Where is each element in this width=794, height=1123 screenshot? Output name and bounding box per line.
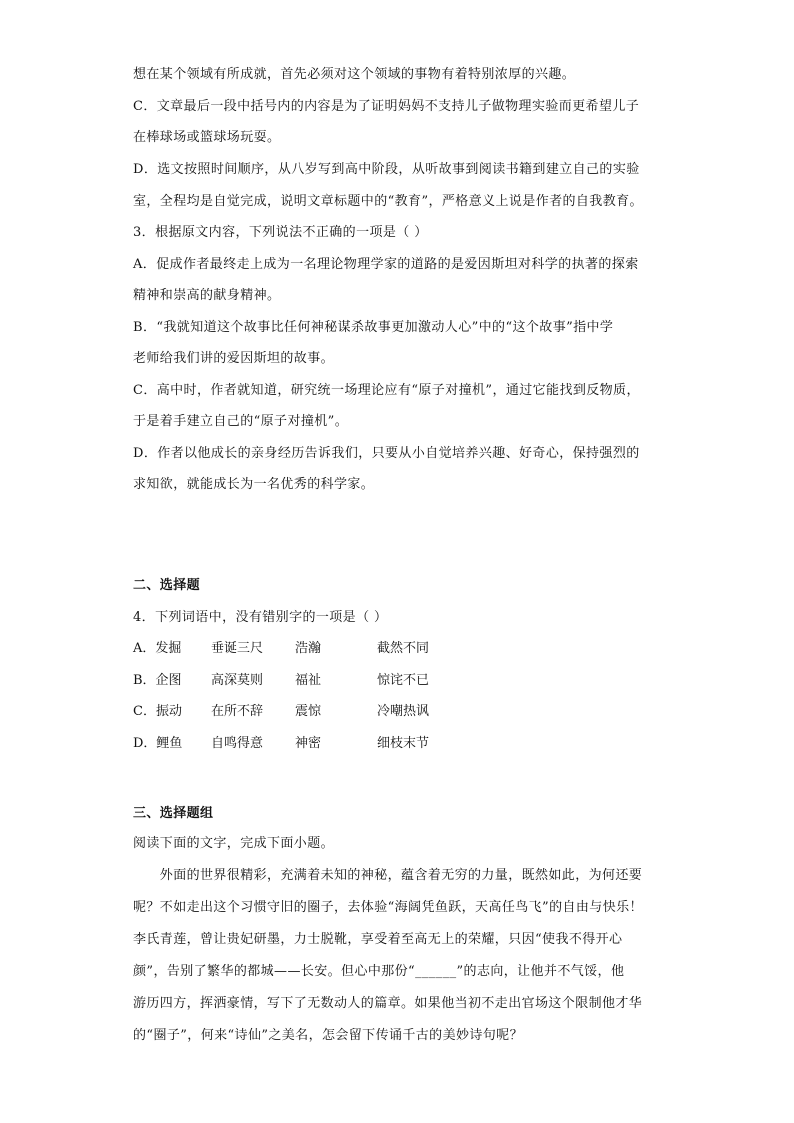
option-b-continuation: 想在某个领域有所成就，首先必须对这个领域的事物有着特别浓厚的兴趣。 (133, 67, 576, 82)
reading-instruction: 阅读下面的文字，完成下面小题。 (133, 836, 335, 851)
section-3-heading: 三、选择题组 (133, 806, 214, 821)
q3-option-d-line-2: 求知欲，就能成长为一名优秀的科学家。 (133, 477, 375, 492)
passage-line-1: 外面的世界很精彩，充满着未知的神秘，蕴含着无穷的力量，既然如此，为何还要 (133, 868, 643, 883)
option-label: B．企图 (133, 673, 182, 688)
option-word: 惊诧不已 (377, 673, 430, 688)
option-word: 浩瀚 (295, 641, 322, 656)
option-c-line-2: 在棒球场或篮球场玩耍。 (133, 130, 281, 145)
option-c-line-1: C．文章最后一段中括号内的内容是为了证明妈妈不支持儿子做物理实验而更希望儿子 (133, 99, 640, 114)
q3-option-b-line-1: B．“我就知道这个故事比任何神秘谋杀故事更加激动人心”中的“这个故事”指中学 (133, 320, 614, 335)
question-3-stem: 3．根据原文内容，下列说法不正确的一项是（ ） (133, 225, 428, 240)
passage-line-4: 颜”，告别了繁华的都城——长安。但心中那份“______”的志向，让他并不气馁，他 (133, 964, 625, 979)
option-word: 自鸣得意 (211, 736, 264, 751)
option-word: 冷嘲热讽 (377, 704, 430, 719)
q3-option-d-line-1: D．作者以他成长的亲身经历告诉我们，只要从小自觉培养兴趣、好奇心，保持强烈的 (133, 446, 640, 461)
q3-option-b-line-2: 老师给我们讲的爱因斯坦的故事。 (133, 351, 335, 366)
option-word: 在所不辞 (211, 704, 264, 719)
section-2-heading: 二、选择题 (133, 578, 201, 593)
passage-line-2: 呢？不如走出这个习惯守旧的圈子，去体验“海阔凭鱼跃，天高任鸟飞”的自由与快乐！ (133, 900, 643, 915)
question-4-stem: 4．下列词语中，没有错别字的一项是（ ） (133, 610, 388, 625)
passage-line-3: 李氏青莲，曾让贵妃研墨，力士脱靴，享受着至高无上的荣耀，只因“使我不得开心 (133, 932, 623, 947)
q3-option-c-line-2: 于是着手建立自己的“原子对撞机”。 (133, 414, 349, 429)
option-d-line-2: 室，全程均是自觉完成，说明文章标题中的“教育”，严格意义上说是作者的自我教育。 (133, 194, 643, 209)
option-label: C．振动 (133, 704, 182, 719)
option-word: 高深莫则 (211, 673, 264, 688)
passage-line-5: 游历四方，挥洒豪情，写下了无数动人的篇章。如果他当初不走出官场这个限制他才华 (133, 996, 643, 1011)
q3-option-c-line-1: C．高中时，作者就知道，研究统一场理论应有“原子对撞机”，通过它能找到反物质， (133, 383, 640, 398)
option-word: 福祉 (295, 673, 322, 688)
option-label: D．鲤鱼 (133, 736, 183, 751)
option-word: 垂诞三尺 (211, 641, 264, 656)
option-word: 细枝末节 (377, 736, 430, 751)
q3-option-a-line-2: 精神和崇高的献身精神。 (133, 288, 281, 303)
option-word: 震惊 (295, 704, 322, 719)
option-word: 截然不同 (377, 641, 430, 656)
option-word: 神密 (295, 736, 322, 751)
option-label: A．发掘 (133, 641, 182, 656)
option-d-line-1: D．选文按照时间顺序，从八岁写到高中阶段，从听故事到阅读书籍到建立自己的实验 (133, 162, 640, 177)
passage-line-6: 的“圈子”，何来“诗仙”之美名，怎会留下传诵千古的美妙诗句呢？ (133, 1028, 523, 1043)
q3-option-a-line-1: A．促成作者最终走上成为一名理论物理学家的道路的是爱因斯坦对科学的执著的探索 (133, 257, 639, 272)
